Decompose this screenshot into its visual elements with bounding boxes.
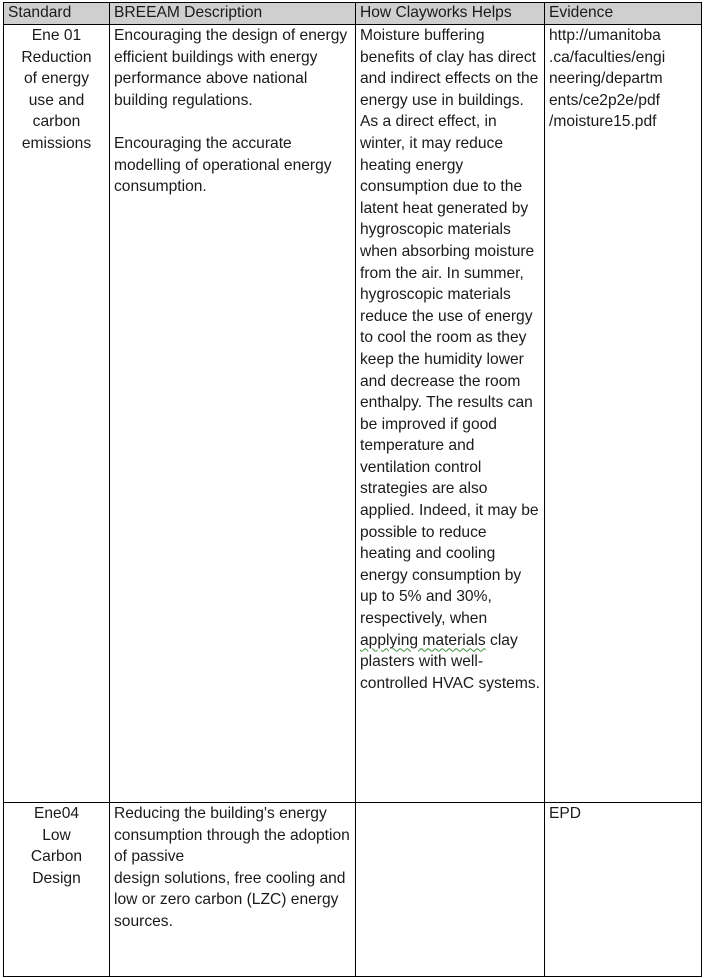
standard-cell: Ene04 Low Carbon [4,803,110,868]
evidence-cell: http://umanitoba .ca/faculties/engi neering/departm ents/ce2p2e/pdf /moisture15.pdf [545,25,702,803]
evidence-cell [545,868,702,977]
description-cell [110,25,356,803]
header-how-clayworks-helps: How Clayworks Helps [356,3,545,25]
table-row [4,803,702,868]
standard-cell: Design [4,868,110,977]
helps-text: Moisture buffering benefits of clay has direct and indirect effects on the energy use in buildings. As a direct effect, in winter, it may reduce heating energy consumption due to the latent heat generated by hygroscopic materials when absorbing moisture from the air. In summer, hygroscopic materials reduce the use of energy to cool the room as they keep the humidity lower and decrease the room enthalpy. The results can be improved if good temperature and ventilation control strategies are also applied. Indeed, it may be possible to reduce heating and cooling energy consumption by up to 5% and 30%, respectively, when [360,27,539,628]
header-description: BREEAM Description [110,3,356,25]
description-paragraph: Encouraging the design of energy efficient buildings with energy performance above national building regulations. [114,27,348,109]
spelling-flagged-text: applying materials [360,631,486,649]
table-row [4,25,702,803]
standard-cell: Ene 01 Reduction of energy use and carbon emissions [4,25,110,803]
header-evidence: Evidence [545,3,702,25]
description-paragraph: Encouraging the accurate modelling of operational energy consumption. [114,134,332,196]
helps-cell [356,25,545,803]
helps-cell [356,868,545,977]
description-cell: design solutions, free cooling and low or zero carbon (LZC) energy sources. [110,868,356,977]
helps-cell [356,803,545,868]
evidence-cell: EPD [545,803,702,868]
table-row-continued [4,868,702,977]
description-cell: Reducing the building's energy consumption through the adoption of passive [110,803,356,868]
breeam-table [3,2,702,977]
helps-text: clay plasters with well-controlled HVAC systems. [360,631,540,692]
header-standard: Standard [4,3,110,25]
header-row [4,3,702,25]
